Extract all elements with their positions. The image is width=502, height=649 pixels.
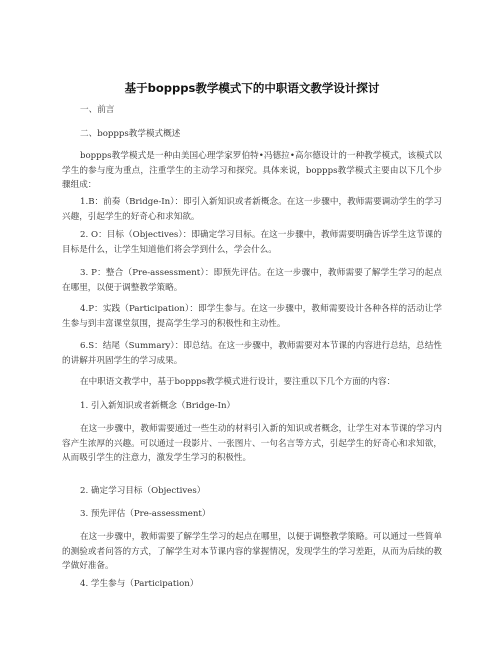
section-heading-overview: 二、boppps教学模式概述 — [80, 129, 181, 139]
paragraph-step-objectives: 2. O：目标（Objectives）：即确定学习目标。在这一步骤中，教师需要明确告诉学生这节课的目标是什么，让学生知道他们将会学到什么，学会什么。 — [62, 230, 442, 255]
point-heading-bridge-in: 1. 引入新知识或者新概念（Bridge-In） — [80, 401, 236, 411]
paragraph-step-participation: 4.P：实践（Participation）：即学生参与。在这一步骤中，教师需要设计各种各样的活动让学生参与到丰富课堂氛围，提高学生学习的积极性和主动性。 — [62, 304, 442, 329]
paragraph-point-pre-assessment: 在这一步骤中，教师需要了解学生学习的起点在哪里，以便于调整教学策略。可以通过一些简单的测验或者问答的方式，了解学生对本节课内容的掌握情况，发现学生的学习差距，从而为后续的教学做好准备。 — [62, 532, 442, 571]
document-title: 基于boppps教学模式下的中职语文教学设计探讨 — [124, 81, 380, 95]
paragraph-step-bridge-in: 1.B：前奏（Bridge-In）：即引入新知识或者新概念。在这一步骤中，教师需要调动学生的学习兴趣，引起学生的好奇心和求知欲。 — [62, 197, 442, 222]
paragraph-intro: boppps教学模式是一种由美国心理学家罗伯特•冯德拉•高尔德设计的一种教学模式，该模式以学生的参与度为重点，注重学生的主动学习和探究。具体来说，boppps教学模式主要由以下几个步骤组成： — [62, 151, 442, 190]
point-heading-objectives: 2. 确定学习目标（Objectives） — [80, 486, 206, 496]
point-heading-participation: 4. 学生参与（Participation） — [80, 579, 199, 589]
paragraph-application-intro: 在中职语文教学中，基于boppps教学模式进行设计，要注重以下几个方面的内容： — [80, 377, 396, 387]
paragraph-point-bridge-in: 在这一步骤中，教师需要通过一些生动的材料引入新的知识或者概念，让学生对本节课的学习内容产生浓厚的兴趣。可以通过一段影片、一张图片、一句名言等方式，引起学生的好奇心和求知欲，从而吸引学生的注意力，激发学生学习的积极性。 — [62, 424, 442, 463]
point-heading-pre-assessment: 3. 预先评估（Pre-assessment） — [80, 509, 211, 519]
section-heading-preface: 一、前言 — [80, 105, 115, 115]
paragraph-step-summary: 6.S：结尾（Summary）：即总结。在这一步骤中，教师需要对本节课的内容进行总结，总结性的讲解并巩固学生的学习成果。 — [62, 341, 442, 366]
paragraph-step-pre-assessment: 3. P：整合（Pre-assessment）：即预先评估。在这一步骤中，教师需要了解学生学习的起点在哪里，以便于调整教学策略。 — [62, 268, 442, 293]
